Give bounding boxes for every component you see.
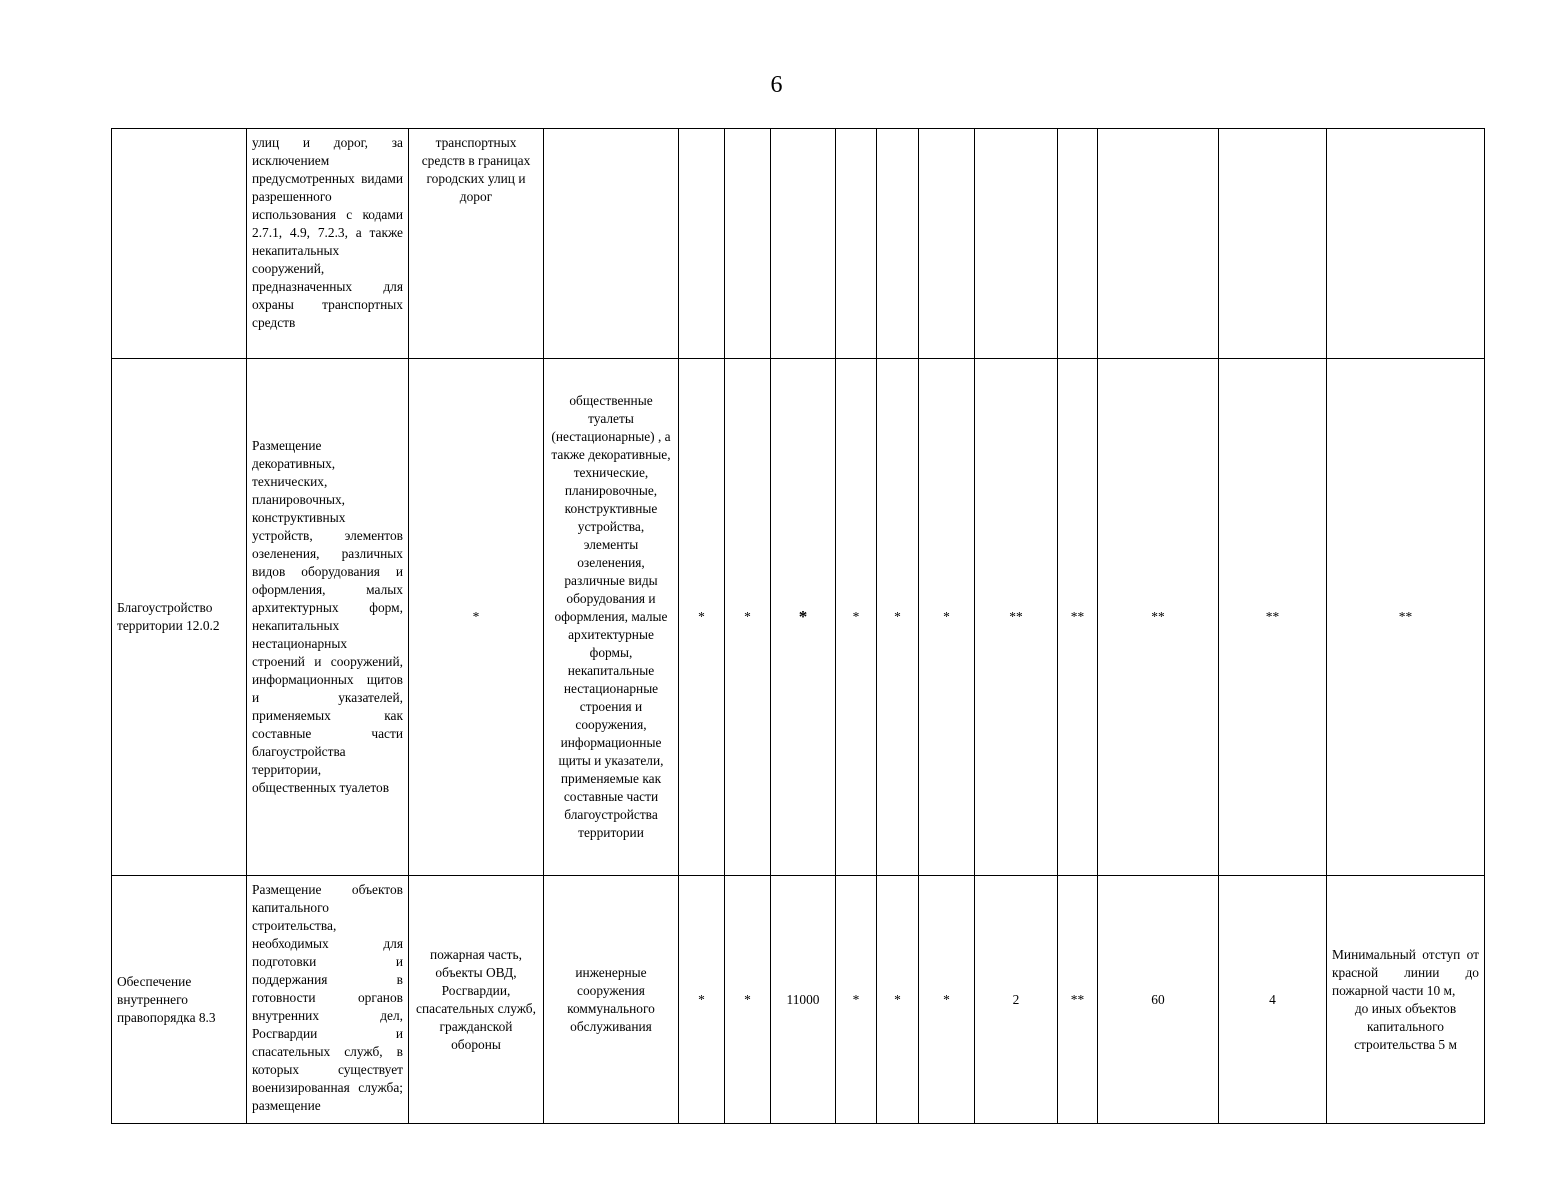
param-cell: [975, 129, 1058, 359]
param-cell: [771, 359, 836, 876]
param-cell: [679, 129, 725, 359]
land-use-regulations-table: [111, 128, 1485, 1124]
param-cell: *: [725, 359, 771, 876]
aux-objects-cell: общественные туалеты (нестационарные) , а также декоративные, технические, планировочные, конструктивные устройства, элементы озеленения, различные виды оборудования и оформления, малые архитектурные формы, некапитальные нестационарные строения и сооружения, информационные щиты и указатели, применяемые как составные части благоустройства территории: [544, 359, 679, 876]
param-cell: 60: [1098, 876, 1219, 1124]
param-cell: *: [679, 359, 725, 876]
param-cell: *: [836, 876, 877, 1124]
table-row: [112, 129, 1485, 359]
use-description-cell: Размещение декоративных, технических, планировочных, конструктивных устройств, элементов озеленения, различных видов оборудования и оформления, малых архитектурных форм, некапитальных нестационарных строений и сооружений, информационных щитов и указателей, применяемых как составные части благоустройства территории, общественных туалетов: [247, 359, 409, 876]
param-cell: **: [975, 359, 1058, 876]
notes-cell: [1327, 876, 1485, 1124]
page-number: 6: [770, 72, 783, 98]
param-cell: **: [1058, 876, 1098, 1124]
param-cell: [1058, 129, 1098, 359]
param-cell: [1219, 129, 1327, 359]
use-name-cell: Обеспечение внутреннего правопорядка 8.3: [112, 876, 247, 1124]
use-description-cell: Размещение объектов капитального строительства, необходимых для подготовки и поддержания в готовности органов внутренних дел, Росгвардии и спасательных служб, в которых существует военизированная служба; размещение: [247, 876, 409, 1124]
aux-objects-cell: [544, 129, 679, 359]
param-cell: 2: [975, 876, 1058, 1124]
param-cell: [877, 129, 919, 359]
setback-note-line: до иных объектов капитального строительства 5 м: [1354, 1000, 1457, 1052]
param-cell: *: [877, 359, 919, 876]
param-cell: [919, 129, 975, 359]
main-objects-cell: пожарная часть, объекты ОВД, Росгвардии, спасательных служб, гражданской обороны: [409, 876, 544, 1124]
param-cell: **: [1219, 359, 1327, 876]
notes-cell: **: [1327, 359, 1485, 876]
setback-note-line: Минимальный отступ от красной линии до пожарной части 10 м,: [1332, 946, 1479, 998]
param-cell: **: [1098, 359, 1219, 876]
param-cell: *: [877, 876, 919, 1124]
param-cell: 11000: [771, 876, 836, 1124]
param-cell: [1098, 129, 1219, 359]
main-objects-cell: *: [409, 359, 544, 876]
param-cell: **: [1058, 359, 1098, 876]
use-name-cell: Благоустройство территории 12.0.2: [112, 359, 247, 876]
param-cell: 4: [1219, 876, 1327, 1124]
table-row: [112, 876, 1485, 1124]
param-value: *: [798, 606, 808, 626]
main-objects-cell: транспортных средств в границах городских улиц и дорог: [409, 129, 544, 359]
use-description-cell: улиц и дорог, за исключением предусмотренных видами разрешенного использования с кодами 2.7.1, 4.9, 7.2.3, а также некапитальных сооружений, предназначенных для охраны транспортных средств: [247, 129, 409, 359]
table-row: [112, 359, 1485, 876]
param-cell: *: [836, 359, 877, 876]
param-cell: *: [919, 359, 975, 876]
aux-objects-cell: инженерные сооружения коммунального обслуживания: [544, 876, 679, 1124]
use-name-cell: [112, 129, 247, 359]
param-cell: *: [919, 876, 975, 1124]
param-cell: [836, 129, 877, 359]
notes-cell: [1327, 129, 1485, 359]
param-cell: *: [679, 876, 725, 1124]
param-cell: [725, 129, 771, 359]
param-cell: [771, 129, 836, 359]
param-cell: *: [725, 876, 771, 1124]
